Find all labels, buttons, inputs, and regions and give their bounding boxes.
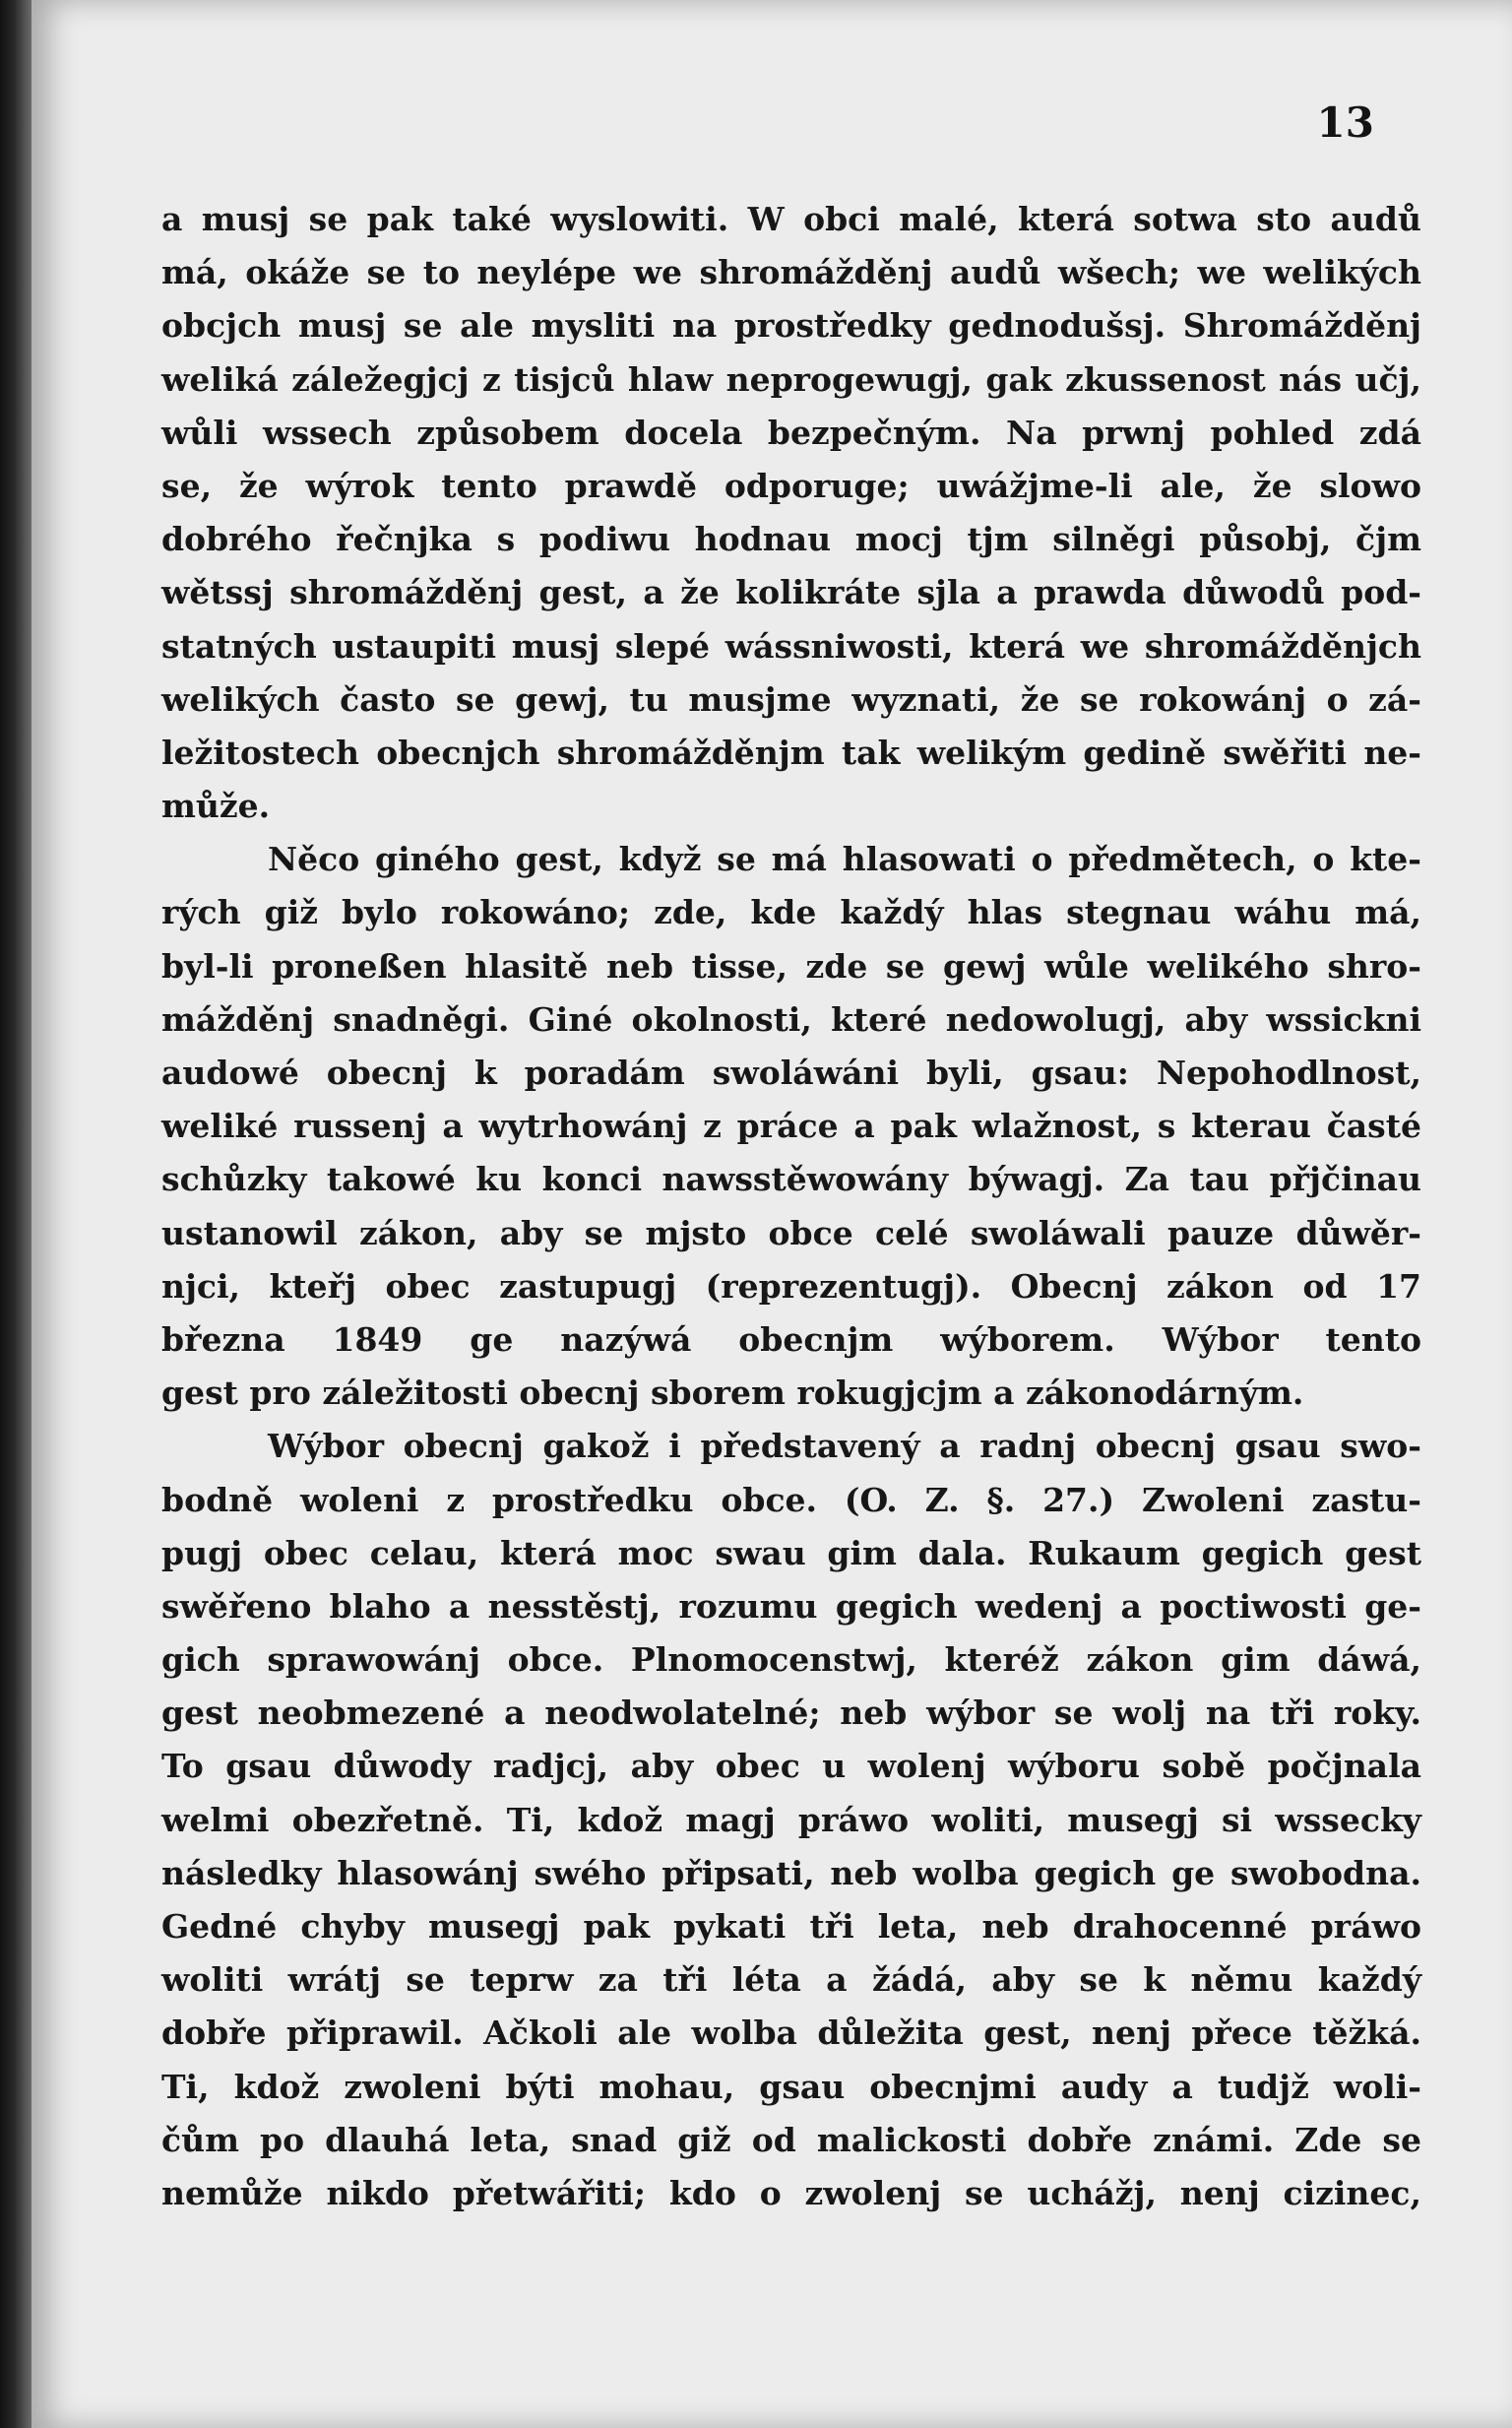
text-line: woliti wrátj se teprw za tři léta a žádá, aby se k němu každý (161, 1960, 1421, 2000)
text-line: března 1849 ge nazýwá obecnjm wýborem. Wýbor tento (161, 1319, 1421, 1359)
text-line: bodně woleni z prostředku obce. (O. Z. §. 27.) Zwoleni zastu- (161, 1480, 1421, 1519)
text-line: audowé obecnj k poradám swoláwáni byli, gsau: Nepohodlnost, (161, 1054, 1421, 1092)
text-line: následky hlasowánj swého připsati, neb wolba gegich ge swobodna. (161, 1853, 1421, 1892)
text-line: gest pro záležitosti obecnj sborem rokugjcjm a zákonodárným. (161, 1374, 1304, 1413)
text-line: njci, kteřj obec zastupugj (reprezentugj). Obecnj zákon od 17 (161, 1266, 1421, 1306)
text-line: To gsau důwody radjcj, aby obec u wolenj wýboru sobě počjnala (161, 1747, 1421, 1786)
text-line: weliká záležegjcj z tisjců hlaw neprogewugj, gak zkussenost nás učj, (161, 359, 1421, 399)
text-line: gich sprawowánj obce. Plnomocenstwj, kteréž zákon gim dáwá, (161, 1640, 1421, 1680)
text-line: Wýbor obecnj gakož i představený a radnj obecnj gsau swo- (268, 1427, 1421, 1466)
text-line: byl-li proneßen hlasitě neb tisse, zde se gewj wůle welikého shro- (161, 946, 1421, 986)
text-line: ustanowil zákon, aby se mjsto obce celé swoláwali pauze důwěr- (161, 1213, 1421, 1252)
text-line: schůzky takowé ku konci nawsstěwowány býwagj. Za tau přjčinau (161, 1160, 1421, 1199)
body-text (161, 193, 1421, 2220)
scan-binding-edge (0, 0, 32, 2428)
text-line: Gedné chyby musegj pak pykati tři leta, neb drahocenné práwo (161, 1907, 1421, 1946)
text-line: nemůže nikdo přetwářiti; kdo o zwolenj se uchážj, nenj cizinec, (161, 2173, 1421, 2212)
text-line: se, že wýrok tento prawdě odporuge; uwážjme-li ale, že slowo (161, 466, 1421, 505)
text-line: welikých často se gewj, tu musjme wyznati, že se rokowánj o zá- (161, 679, 1421, 719)
text-line: weliké russenj a wytrhowánj z práce a pak wlažnost, s kterau časté (161, 1107, 1421, 1146)
text-line: statných ustaupiti musj slepé wássniwosti, která we shromážděnjch (161, 626, 1421, 666)
text-line: dobrého řečnjka s podiwu hodnau mocj tjm silněgi působj, čjm (161, 520, 1421, 559)
text-line: a musj se pak také wyslowiti. W obci malé, která sotwa sto audů (161, 200, 1421, 238)
text-line: wůli wssech způsobem docela bezpečným. Na prwnj pohled zdá (161, 413, 1421, 452)
text-line: ležitostech obecnjch shromážděnjm tak welikým gedině swěřiti ne- (161, 733, 1421, 772)
text-line: rých giž bylo rokowáno; zde, kde každý hlas stegnau wáhu má, (161, 893, 1421, 932)
text-line: obcjch musj se ale mysliti na prostředky gednodušsj. Shromážděnj (161, 306, 1421, 346)
page-number: 13 (1316, 98, 1374, 147)
text-line: wětssj shromážděnj gest, a že kolikráte sjla a prawda důwodů pod- (161, 573, 1421, 612)
text-line: Něco giného gest, když se má hlasowati o předmětech, o kte- (268, 840, 1421, 879)
text-line: Ti, kdož zwoleni býti mohau, gsau obecnjmi audy a tudjž woli- (161, 2067, 1421, 2106)
text-line: dobře připrawil. Ačkoli ale wolba důležita gest, nenj přece těžká. (161, 2013, 1421, 2053)
text-line: welmi obezřetně. Ti, kdož magj práwo woliti, musegj si wssecky (161, 1800, 1421, 1839)
text-line: pugj obec celau, která moc swau gim dala. Rukaum gegich gest (161, 1533, 1421, 1572)
text-line: gest neobmezené a neodwolatelné; neb wýbor se wolj na tři roky. (161, 1693, 1421, 1733)
text-line: čům po dlauhá leta, snad giž od malickosti dobře známi. Zde se (161, 2120, 1421, 2159)
text-line: může. (161, 787, 271, 826)
book-page (32, 0, 1512, 2428)
text-line: mážděnj snadněgi. Giné okolnosti, které nedowolugj, aby wssickni (161, 999, 1421, 1039)
text-line: swěřeno blaho a nesstěstj, rozumu gegich wedenj a poctiwosti ge- (161, 1586, 1421, 1626)
text-line: má, okáže se to neylépe we shromážděnj audů wšech; we welikých (161, 253, 1421, 292)
